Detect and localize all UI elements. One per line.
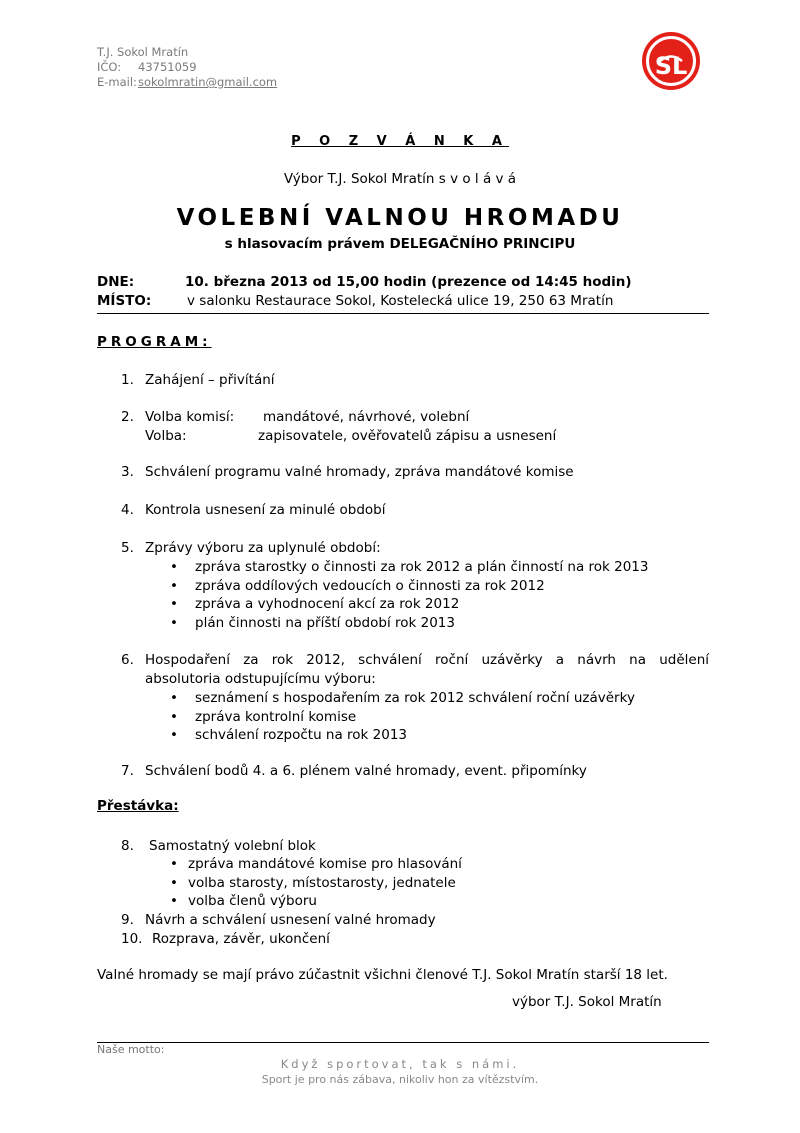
bullet-icon: • <box>170 596 178 612</box>
bullet-icon: • <box>170 893 178 909</box>
place-value: v salonku Restaurace Sokol, Kostelecká ulice 19, 250 63 Mratín <box>187 293 614 309</box>
list-item: • zpráva kontrolní komise <box>170 708 357 725</box>
program-item-10: 10. Rozprava, závěr, ukončení <box>121 931 330 947</box>
list-item: • zpráva a vyhodnocení akcí za rok 2012 <box>170 596 460 612</box>
program-item-5: 5. Zprávy výboru za uplynulé období: <box>121 540 381 556</box>
eligibility-note: Valné hromady se mají právo zúčastnit všichni členové T.J. Sokol Mratín starší 18 let. <box>97 967 668 983</box>
program-item-6-line1: Hospodaření za rok 2012, schválení roční uzávěrky a návrh na udělení <box>145 652 709 668</box>
program-item-6-line2: absolutoria odstupujícímu výboru: <box>145 671 376 687</box>
date-label: DNE: <box>97 274 135 290</box>
bullet-icon: • <box>170 727 178 743</box>
program-heading: PROGRAM: <box>97 334 212 350</box>
main-heading: VOLEBNÍ VALNOU HROMADU <box>176 205 624 231</box>
program-item-2: 2. Volba komisí: mandátové, návrhové, volební <box>121 409 470 425</box>
program-item-9: 9. Návrh a schválení usnesení valné hromady <box>121 912 436 928</box>
item-6-bullets <box>170 689 635 745</box>
signature: výbor T.J. Sokol Mratín <box>512 994 662 1010</box>
break-heading: Přestávka: <box>97 798 179 814</box>
list-item: • zpráva starostky o činnosti za rok 2012 a plán činností na rok 2013 <box>170 559 649 575</box>
org-header <box>97 45 277 90</box>
ico-label: IČO: <box>97 60 122 74</box>
motto-line-2: Sport je pro nás zábava, nikoliv hon za vítězstvím. <box>261 1073 539 1086</box>
list-item: • zpráva mandátové komise pro hlasování <box>170 856 462 872</box>
list-item: • volba členů výboru <box>170 893 317 909</box>
divider-footer <box>97 1042 709 1043</box>
logo-letters: SL <box>654 52 688 80</box>
bullet-icon: • <box>170 708 178 725</box>
list-item: • seznámení s hospodařením za rok 2012 schválení roční uzávěrky <box>170 690 635 706</box>
org-name: T.J. Sokol Mratín <box>97 45 189 59</box>
email-label: E-mail: <box>97 75 137 89</box>
divider-top <box>97 313 709 314</box>
place-label: MÍSTO: <box>97 293 152 309</box>
principle-line: s hlasovacím právem DELEGAČNÍHO PRINCIPU <box>224 236 576 252</box>
program-item-7: 7. Schválení bodů 4. a 6. plénem valné hromady, event. připomínky <box>121 763 587 779</box>
date-row <box>97 274 632 290</box>
program-item-3: 3. Schválení programu valné hromady, zpráva mandátové komise <box>121 464 574 480</box>
list-item: • plán činnosti na příští období rok 2013 <box>170 614 455 631</box>
item-5-bullets <box>170 558 649 632</box>
bullet-icon: • <box>170 577 178 594</box>
program-item-2-line2: Volba: zapisovatele, ověřovatelů zápisu a usnesení <box>145 428 557 444</box>
motto-label: Naše motto: <box>97 1043 165 1056</box>
program-item-4: 4. Kontrola usnesení za minulé období <box>121 502 386 518</box>
bullet-icon: • <box>170 690 178 706</box>
program-item-8: 8. Samostatný volební blok <box>121 838 316 854</box>
list-item: • schválení rozpočtu na rok 2013 <box>170 727 408 743</box>
motto-line-1: Když sportovat, tak s námi. <box>280 1057 520 1071</box>
bullet-icon: • <box>170 559 178 575</box>
date-value: 10. března 2013 od 15,00 hodin (prezence od 14:45 hodin) <box>185 274 632 290</box>
bullet-icon: • <box>170 614 178 631</box>
ico-line <box>97 60 277 75</box>
invitation-title: P O Z V Á N K A <box>291 134 509 149</box>
list-item: • zpráva oddílových vedoucích o činnosti za rok 2012 <box>170 577 545 594</box>
list-item: • volba starosty, místostarosty, jednatele <box>170 874 456 891</box>
email-link[interactable]: sokolmratin@gmail.com <box>138 75 278 89</box>
ico-value: 43751059 <box>138 60 197 74</box>
email-line <box>97 75 277 90</box>
item-8-bullets <box>170 855 462 911</box>
bullet-icon: • <box>170 856 178 872</box>
bullet-icon: • <box>170 874 178 891</box>
sokol-logo <box>640 30 702 92</box>
program-item-1: 1. Zahájení – přivítání <box>121 372 275 388</box>
place-row <box>97 293 613 309</box>
program-item-6: 6. <box>121 652 134 668</box>
convenes-line: Výbor T.J. Sokol Mratín s v o l á v á <box>283 171 517 187</box>
